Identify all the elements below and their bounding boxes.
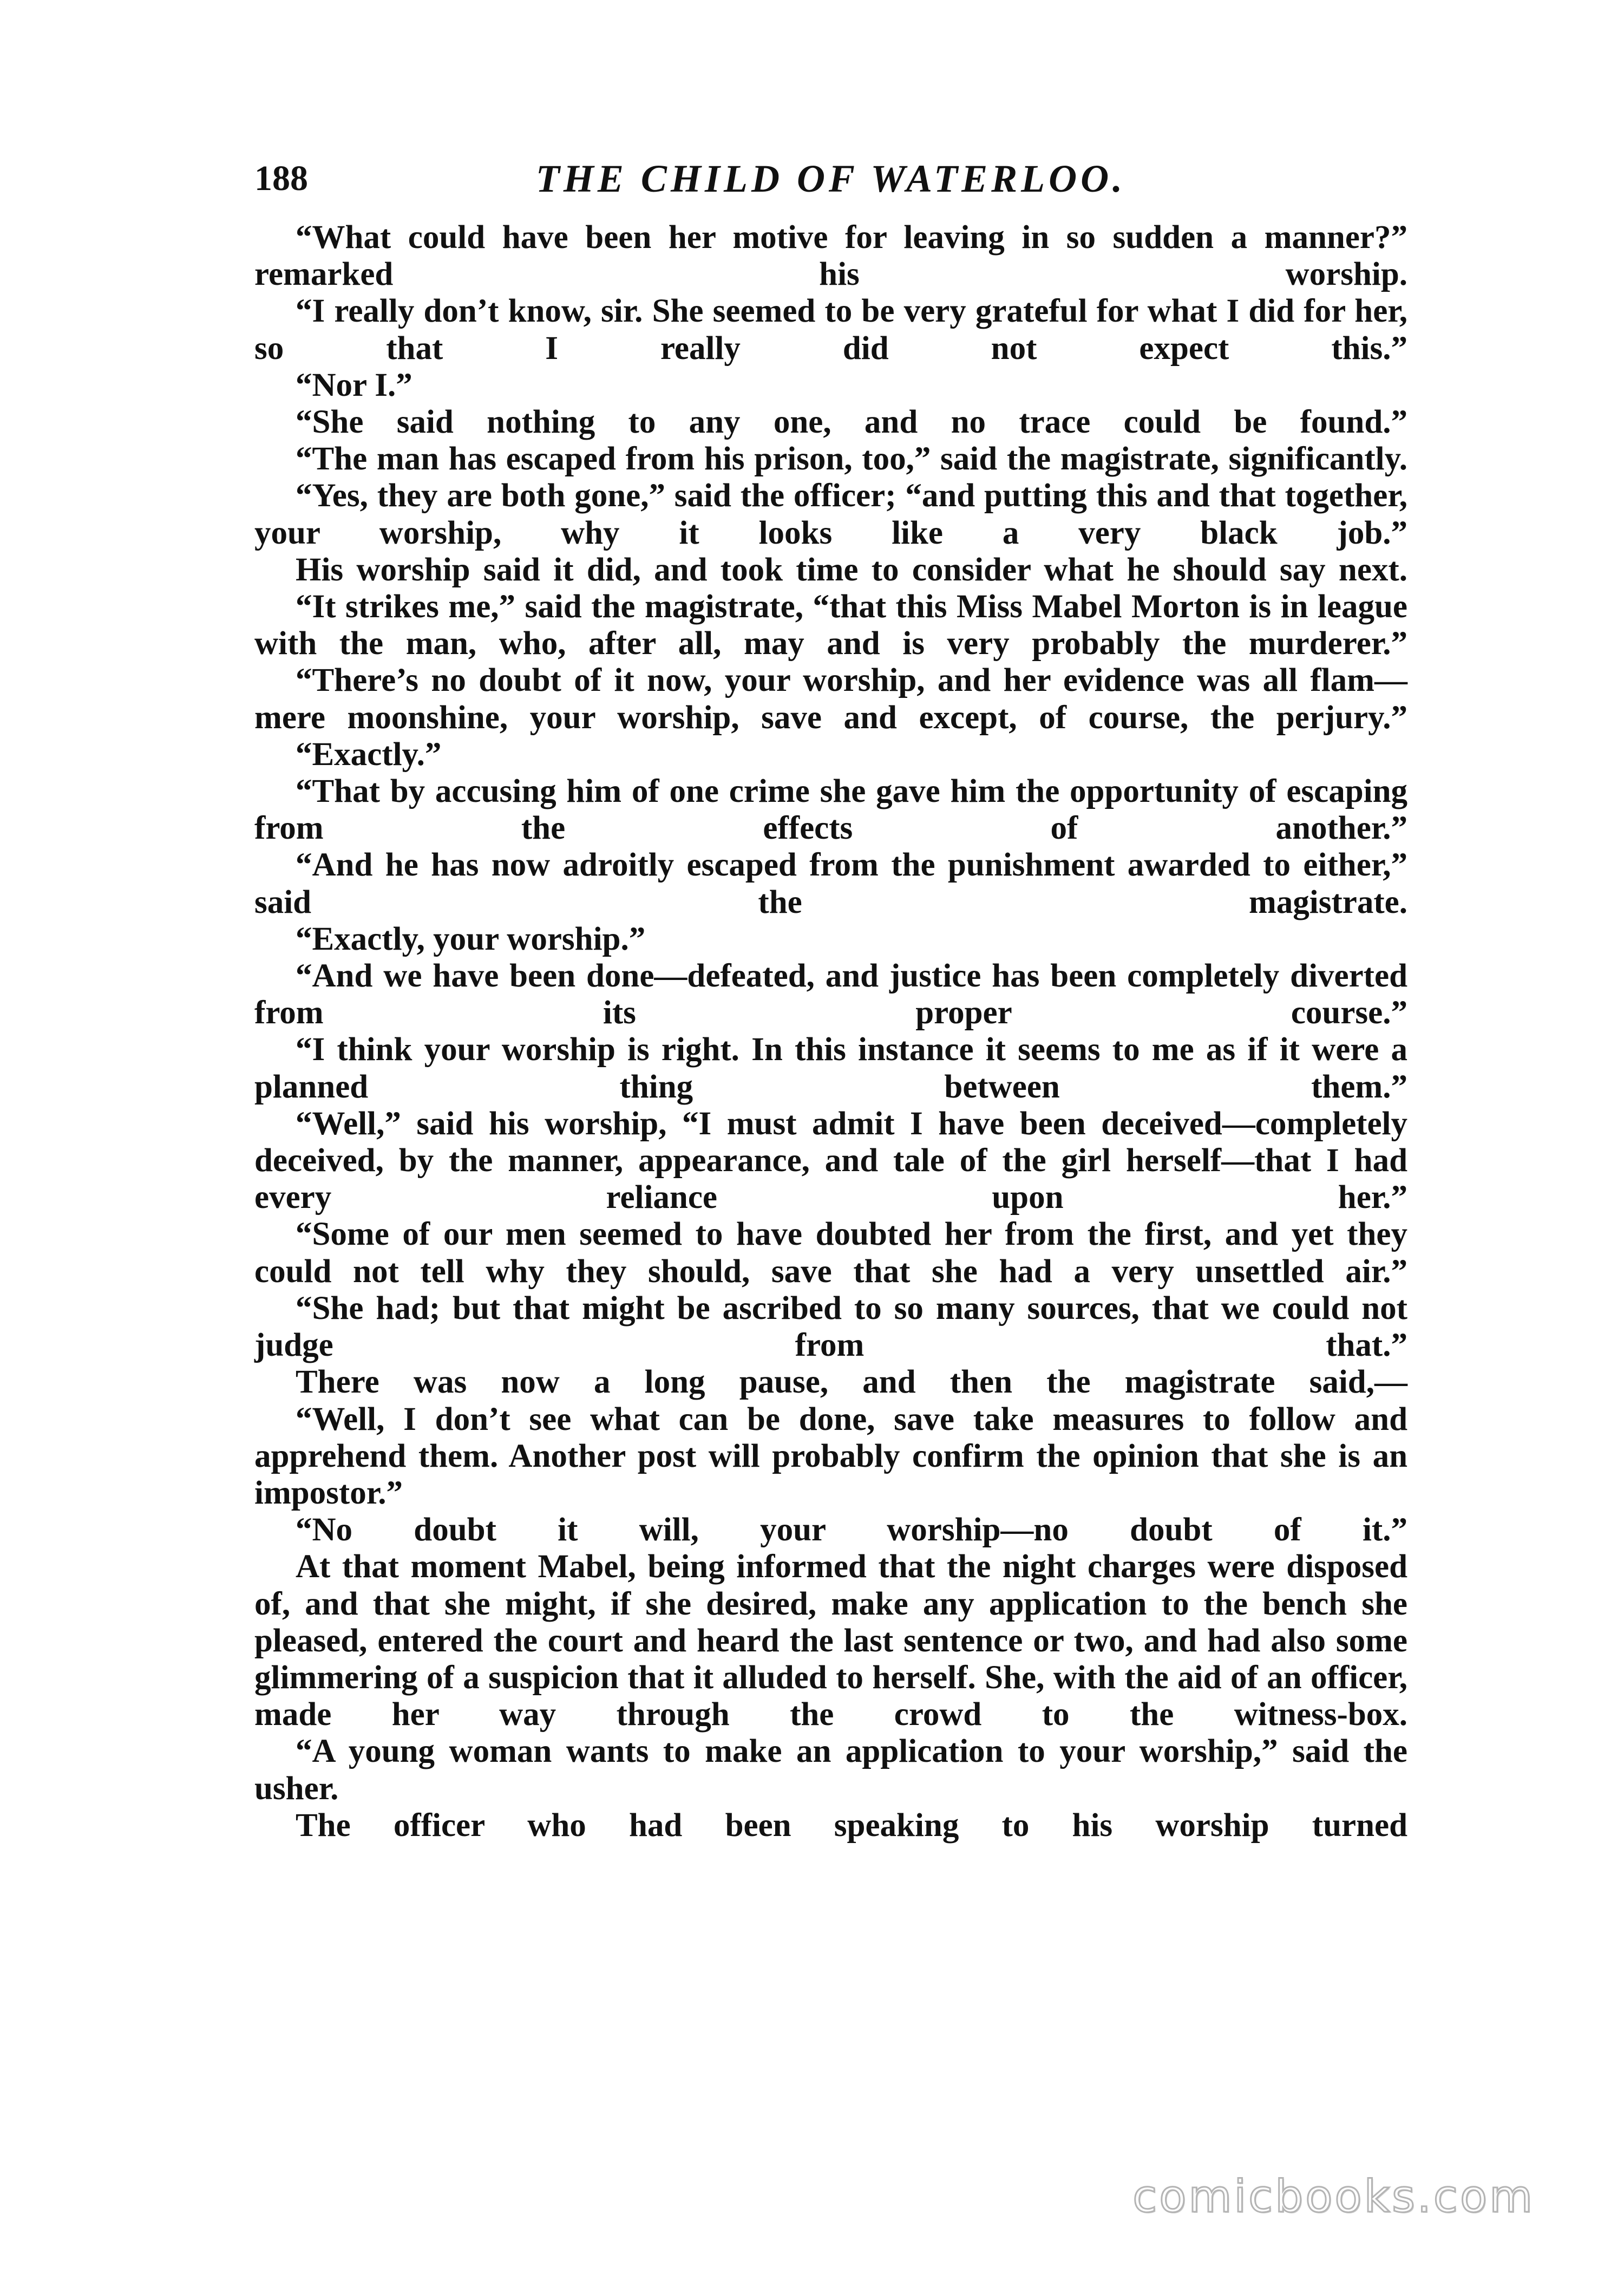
paragraph: “And we have been done—defeated, and justice has been completely diverted from its proper course.” — [254, 958, 1407, 1031]
paragraph: The officer who had been speaking to his worship turned — [296, 1807, 1407, 1844]
paragraph: “I really don’t know, sir. She seemed to be very grateful for what I did for her, so that I really did not expect this.” — [254, 293, 1407, 367]
paragraph: “I think your worship is right. In this instance it seems to me as if it were a planned thing between them.” — [254, 1031, 1407, 1105]
paragraph: There was now a long pause, and then the magistrate said,— — [296, 1364, 1407, 1401]
paragraph: “Well, I don’t see what can be done, save take measures to follow and apprehend them. Another post will probably confirm the opinion that she is an impostor.” — [254, 1401, 1407, 1511]
body-text — [254, 219, 1407, 1844]
paragraph: “The man has escaped from his prison, too,” said the magistrate, significantly. — [296, 441, 1407, 478]
paragraph: “And he has now adroitly escaped from the punishment awarded to either,” said the magistrate. — [254, 847, 1407, 920]
page-header — [254, 152, 1407, 211]
paragraph: His worship said it did, and took time to consider what he should say next. — [296, 551, 1407, 588]
paragraph: “Nor I.” — [296, 367, 412, 403]
paragraph: “She had; but that might be ascribed to so many sources, that we could not judge from that.” — [254, 1290, 1407, 1364]
paragraph: “No doubt it will, your worship—no doubt of it.” — [296, 1512, 1407, 1548]
paragraph: At that moment Mabel, being informed that the night charges were disposed of, and that she might, if she desired, make any application to the bench she pleased, entered the court and heard the last sentence or two, and had also some glimmering of a suspicion that it alluded to herself. She, with the aid of an officer, made her way through the crowd to the witness-box. — [254, 1548, 1407, 1733]
paragraph: “What could have been her motive for leaving in so sudden a manner?” remarked his worship. — [254, 219, 1407, 293]
paragraph: “Well,” said his worship, “I must admit I have been deceived—completely deceived, by the manner, appearance, and tale of the girl herself—that I had every reliance upon her.” — [254, 1105, 1407, 1216]
paragraph: “That by accusing him of one crime she gave him the opportunity of escaping from the effects of another.” — [254, 773, 1407, 847]
paragraph: “A young woman wants to make an application to your worship,” said the usher. — [254, 1733, 1407, 1807]
paragraph: “Exactly.” — [296, 736, 442, 773]
page-number: 188 — [254, 159, 308, 198]
paragraph: “Yes, they are both gone,” said the officer; “and putting this and that together, your worship, why it looks like a very black job.” — [254, 478, 1407, 551]
paragraph: “She said nothing to any one, and no trace could be found.” — [296, 404, 1407, 441]
running-title: THE CHILD OF WATERLOO. — [535, 157, 1127, 200]
watermark: comicbooks.com — [1132, 2171, 1535, 2223]
paragraph: “There’s no doubt of it now, your worship, and her evidence was all flam—mere moonshine, your worship, save and except, of course, the perjury.” — [254, 662, 1407, 736]
paragraph: “It strikes me,” said the magistrate, “that this Miss Mabel Morton is in league with the man, who, after all, may and is very probably the murderer.” — [254, 589, 1407, 662]
paragraph: “Some of our men seemed to have doubted her from the first, and yet they could not tell why they should, save that she had a very unsettled air.” — [254, 1216, 1407, 1290]
paragraph: “Exactly, your worship.” — [296, 920, 646, 957]
